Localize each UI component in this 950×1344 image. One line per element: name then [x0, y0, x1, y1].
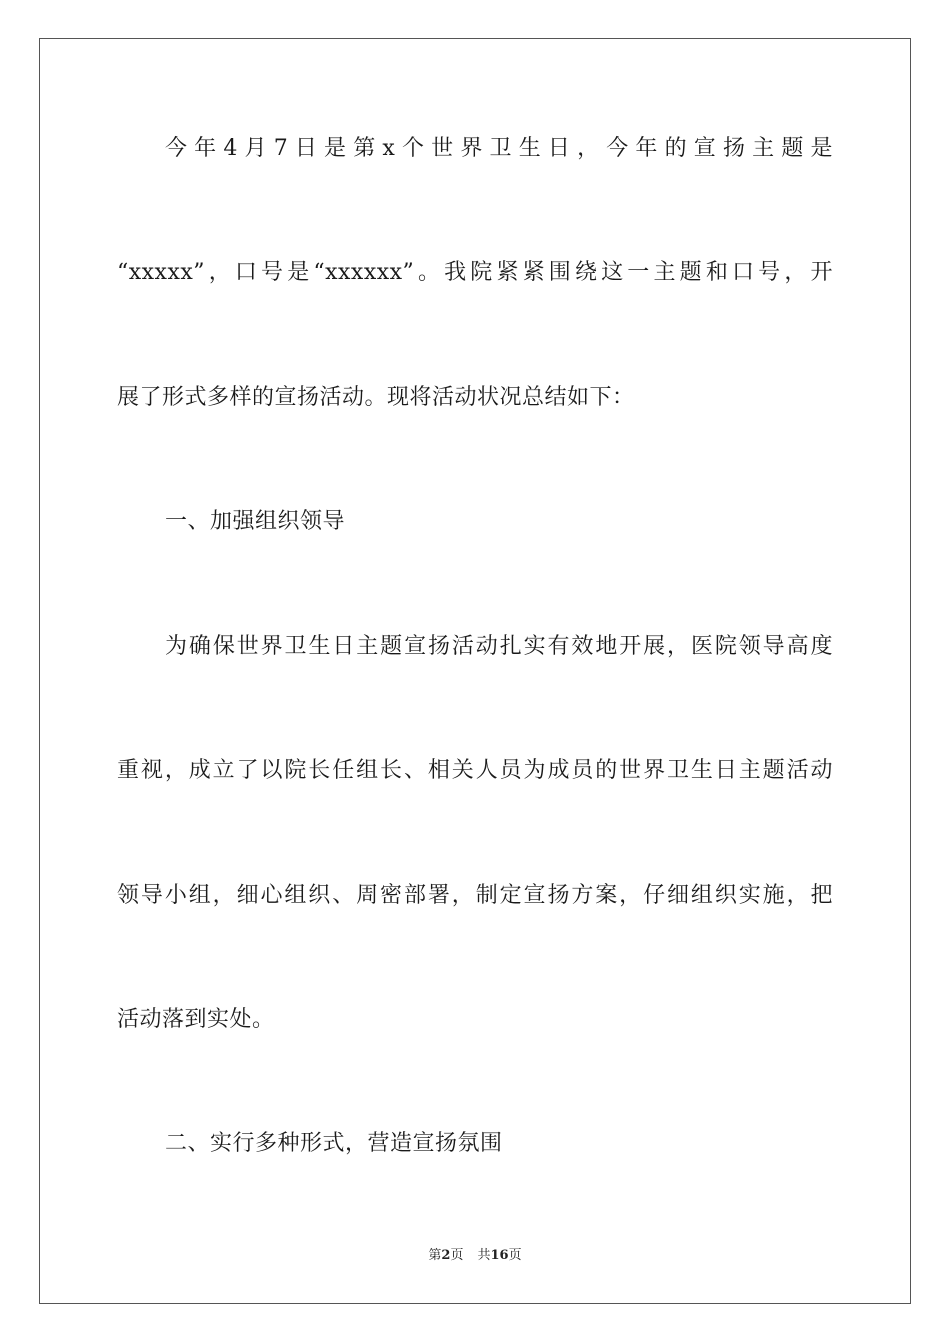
footer-page-number: 2 — [441, 1248, 451, 1263]
paragraph-2-line-4: 活动落到实处。 — [117, 1007, 275, 1032]
paragraph-1-line-1: 今年4月7日是第x个世界卫生日，今年的宣扬主题是 — [165, 136, 833, 161]
paragraph-2-line-3: 领导小组，细心组织、周密部署，制定宣扬方案，仔细组织实施，把 — [117, 883, 833, 908]
footer-total-prefix: 共 — [477, 1248, 491, 1263]
page-border — [39, 38, 911, 1304]
footer-page-suffix: 页 — [450, 1248, 464, 1263]
section-heading-1: 一、加强组织领导 — [165, 509, 346, 534]
paragraph-1-line-2: “xxxxx”，口号是“xxxxxx”。我院紧紧围绕这一主题和口号，开 — [117, 260, 833, 285]
footer-total-suffix: 页 — [508, 1248, 522, 1263]
page-footer — [0, 1247, 950, 1265]
section-heading-2: 二、实行多种形式，营造宣扬氛围 — [165, 1131, 503, 1156]
footer-total-number: 16 — [490, 1248, 509, 1263]
paragraph-2-line-2: 重视，成立了以院长任组长、相关人员为成员的世界卫生日主题活动 — [117, 758, 833, 783]
paragraph-2-line-1: 为确保世界卫生日主题宣扬活动扎实有效地开展，医院领导高度 — [165, 634, 833, 659]
footer-page-prefix: 第 — [428, 1248, 442, 1263]
paragraph-1-line-3: 展了形式多样的宣扬活动。现将活动状况总结如下： — [117, 385, 635, 410]
